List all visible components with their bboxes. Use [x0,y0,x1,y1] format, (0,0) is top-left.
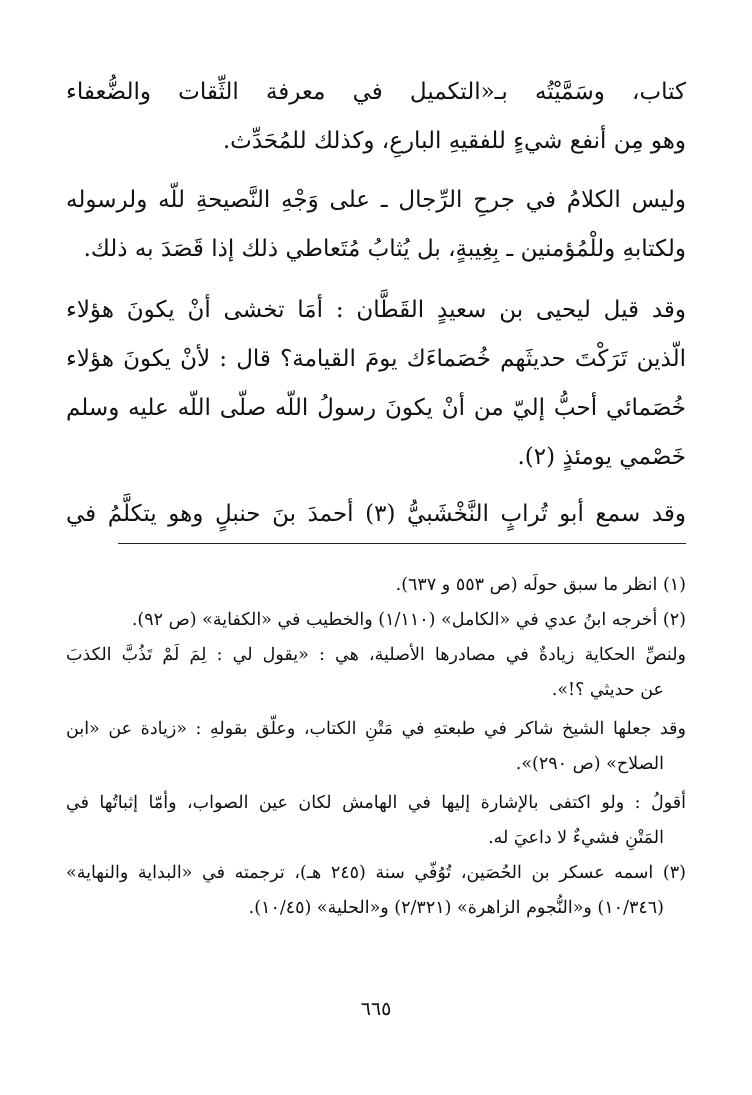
footnote-line: عن حديثي ؟!». [551,680,664,700]
footnote-3 [66,856,686,926]
footnote-2 [66,603,686,708]
paragraph-4 [66,490,686,539]
text-line: ولكتابهِ وللْمُؤمنين ـ بِغِيبةٍ، بل يُثابُ مُتَعاطي ذلك إذا قَصَدَ به ذلك. [83,236,686,262]
footnote-line: الصلاح» (ص ٢٩٠)». [515,754,664,774]
text-line: وهو مِن أنفع شيءٍ للفقيهِ البارعِ، وكذلك للمُحَدِّث. [222,128,686,154]
footnote-line: ولنصِّ الحكاية زيادةٌ في مصادرها الأصلية، هي : «يقول لي : لِمَ لَمْ تَذُبَّ الكذبَ [66,645,686,665]
text-line: وليس الكلامُ في جرحِ الرِّجال ـ على وَجْهِ النَّصيحةِ للّه ولرسوله [66,187,686,213]
footnotes [66,568,686,926]
footnote-line: (١٠/٣٤٦) و«النُّجوم الزاهرة» (٢/٣٢١) و«الحلية» (١٠/٤٥). [248,898,664,918]
page-number: ٦٦٥ [360,998,392,1020]
paragraph-3 [66,286,686,482]
footnote-2-comment [66,712,686,782]
paragraph-1 [66,68,686,166]
text-line: خُصَمائي أحبُّ إليّ من أنْ يكونَ رسولُ اللّه صلّى اللّه عليه وسلم [66,395,686,421]
footnote-2-remark [66,786,686,856]
text-line: كتاب، وسَمَّيْتُه بـ«التكميل في معرفة الثِّقات والضُّعفاء [66,79,686,105]
text-line: خَصْمي يومئذٍ (٢). [517,444,686,470]
footnote-line: (٣) اسمه عسكر بن الحُصَين، تُوُفّي سنة (٢٤٥ هـ)، ترجمته في «البداية والنهاية» [66,863,686,883]
footnote-line: أقولُ : ولو اكتفى بالإشارة إليها في الهامش لكان عين الصواب، وأمّا إثباتُها في [66,793,686,813]
footnote-divider [118,543,686,544]
footnote-line: المَتْنِ فشيءٌ لا داعيَ له. [488,828,664,848]
paragraph-2 [66,176,686,274]
main-text [66,68,686,539]
footnote-line: (٢) أخرجه ابنُ عدي في «الكامل» (١/١١٠) والخطيب في «الكفاية» (ص ٩٢). [131,610,686,630]
footnote-line: وقد جعلها الشيخ شاكر في طبعتهِ في مَتْنِ الكتاب، وعلّق بقولهِ : «زيادة عن «ابن [66,719,686,739]
text-line: وقد قيل ليحيى بن سعيدٍ القَطَّان : أمَا تخشى أنْ يكونَ هؤلاء [66,297,686,323]
footnote-1 [66,568,686,603]
text-line: وقد سمع أبو تُرابٍ النَّخْشَبيُّ (٣) أحمدَ بنَ حنبلٍ وهو يتكلَّمُ في [66,501,686,527]
text-line: الّذين تَرَكْتَ حديثَهم خُصَماءَك يومَ القيامة؟ قال : لأنْ يكونَ هؤلاء [66,346,686,372]
footnote-line: (١) انظر ما سبق حولَه (ص ٥٥٣ و ٦٣٧). [395,575,686,595]
